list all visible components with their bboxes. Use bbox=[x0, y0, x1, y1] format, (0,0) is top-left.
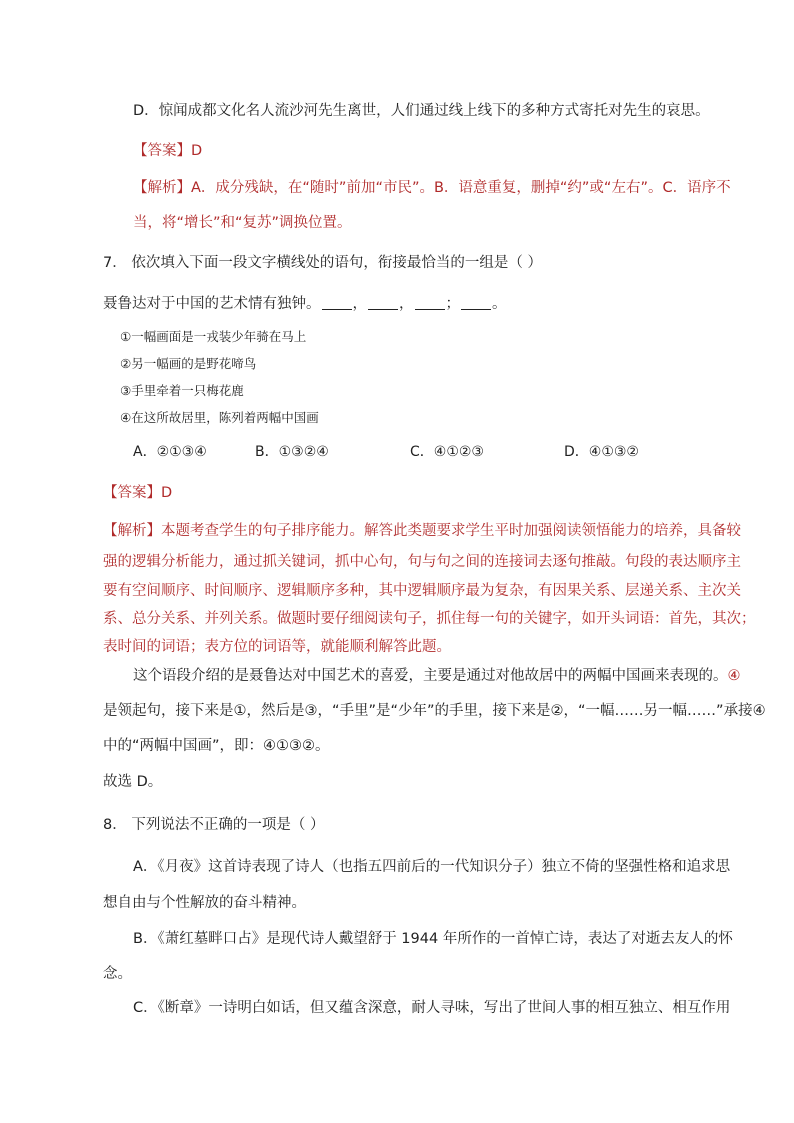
q8-option-c-line-1: C．《断章》一诗明白如话，但又蕴含深意，耐人寻味，写出了世间人事的相互独立、相互作用 bbox=[133, 1000, 731, 1016]
q8-option-b-line-2: 念。 bbox=[103, 966, 132, 982]
q6-answer bbox=[133, 141, 202, 161]
q7-analysis-line-2: 强的逻辑分析能力，通过抓关键词，抓中心句，句与句之间的连接词去逐句推敲。句段的表达顺序主 bbox=[103, 554, 741, 570]
q7-explanation-marker: ④ bbox=[727, 668, 741, 684]
separator: ； bbox=[445, 296, 460, 312]
period: 。 bbox=[492, 296, 507, 312]
q7-passage bbox=[103, 294, 507, 314]
q6-analysis-line-2: 当，将“增长”和“复苏”调换位置。 bbox=[133, 215, 352, 231]
q6-option-d: D．惊闻成都文化名人流沙河先生离世，人们通过线上线下的多种方式寄托对先生的哀思。 bbox=[133, 103, 710, 119]
q7-explanation-text-1: 这个语段介绍的是聂鲁达对中国艺术的喜爱，主要是通过对他故居中的两幅中国画来表现的。 bbox=[133, 668, 728, 684]
q7-analysis-line-5: 表时间的词语；表方位的词语等，就能顺利解答此题。 bbox=[103, 639, 451, 655]
q7-answer-value: D bbox=[161, 485, 173, 501]
q7-item-1: ①一幅画面是一戎装少年骑在马上 bbox=[120, 329, 307, 344]
blank-3 bbox=[415, 308, 445, 310]
q7-explanation-line-1 bbox=[133, 666, 741, 686]
q7-analysis-label: 【解析】 bbox=[103, 523, 161, 539]
q6-analysis-line-1 bbox=[133, 178, 731, 198]
q7-item-3: ③手里牵着一只梅花鹿 bbox=[120, 383, 244, 398]
q7-option-d: D．④①③② bbox=[564, 444, 639, 460]
q6-answer-value: D bbox=[191, 143, 203, 159]
blank-4 bbox=[461, 308, 491, 310]
q7-analysis-line-4: 系、总分关系、并列关系。做题时要仔细阅读句子，抓住每一句的关键字，如开头词语：首先，其次； bbox=[103, 611, 756, 627]
q7-analysis-text-1: 本题考查学生的句子排序能力。解答此类题要求学生平时加强阅读领悟能力的培养，具备较 bbox=[161, 523, 741, 539]
q7-conclusion: 故选 D。 bbox=[103, 774, 163, 790]
q7-answer-label: 【答案】 bbox=[103, 485, 161, 501]
blank-2 bbox=[368, 308, 398, 310]
q6-analysis-text-1: A．成分残缺，在“随时”前加“市民”。B．语意重复，删掉“约”或“左右”。C．语序不 bbox=[191, 180, 731, 196]
separator: ， bbox=[352, 296, 367, 312]
blank-1 bbox=[322, 308, 352, 310]
q7-answer bbox=[103, 483, 172, 503]
q7-analysis-line-1 bbox=[103, 521, 741, 541]
separator: ， bbox=[399, 296, 414, 312]
q7-option-c: C．④①②③ bbox=[410, 444, 484, 460]
q6-answer-label: 【答案】 bbox=[133, 143, 191, 159]
q8-option-b-line-1: B．《萧红墓畔口占》是现代诗人戴望舒于 1944 年所作的一首悼亡诗，表达了对逝去友人的怀 bbox=[133, 931, 733, 947]
q6-analysis-label: 【解析】 bbox=[133, 180, 191, 196]
q7-explanation-line-3: 中的“两幅中国画”，即：④①③②。 bbox=[103, 738, 330, 754]
q8-option-a-line-2: 想自由与个性解放的奋斗精神。 bbox=[103, 895, 306, 911]
q8-option-a-line-1: A．《月夜》这首诗表现了诗人（也指五四前后的一代知识分子）独立不倚的坚强性格和追求思 bbox=[133, 859, 731, 875]
q7-item-4: ④在这所故居里，陈列着两幅中国画 bbox=[120, 410, 319, 425]
q7-item-2: ②另一幅画的是野花啼鸟 bbox=[120, 356, 257, 371]
q7-passage-prefix: 聂鲁达对于中国的艺术情有独钟。 bbox=[103, 296, 321, 312]
q7-analysis-line-3: 要有空间顺序、时间顺序、逻辑顺序多种，其中逻辑顺序最为复杂，有因果关系、层递关系、主次关 bbox=[103, 583, 741, 599]
q7-option-a: A．②①③④ bbox=[133, 444, 207, 460]
q7-explanation-line-2: 是领起句，接下来是①，然后是③，“手里”是“少年”的手里，接下来是②，“一幅……另一幅……”承接④ bbox=[103, 703, 766, 719]
q7-stem: 7． 依次填入下面一段文字横线处的语句，衔接最恰当的一组是（ ） bbox=[103, 255, 542, 271]
q8-stem: 8． 下列说法不正确的一项是（ ） bbox=[103, 817, 325, 833]
q7-option-b: B．①③②④ bbox=[255, 444, 329, 460]
